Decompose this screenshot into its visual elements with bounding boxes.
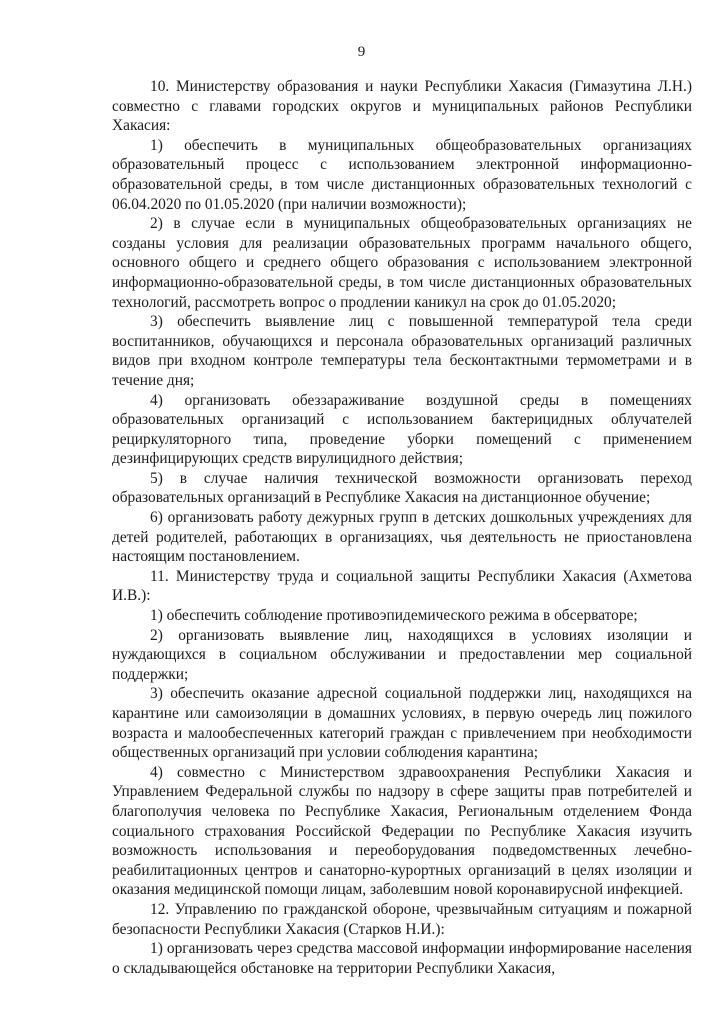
paragraph-12-item-1: 1) организовать через средства массовой информации информирование населения о складывающейся обстановке на территории Республики Хакасия,	[112, 940, 692, 977]
paragraph-12-heading: 12. Управлению по гражданской обороне, чрезвычайным ситуациям и пожарной безопасности Республики Хакасия (Старков Н.И.):	[112, 900, 692, 938]
paragraph-11-item-2: 2) организовать выявление лиц, находящихся в условиях изоляции и нуждающихся в социальном обслуживании и предоставлении мер социальной поддержки;	[112, 626, 692, 683]
page-number: 9	[357, 44, 366, 60]
paragraph-10-item-4: 4) организовать обеззараживание воздушной среды в помещениях образовательных организаций с использованием бактерицидных облучателей рециркуляторного типа, проведение уборки помещений с применением дезинфицирующих средств вирулицидного действия;	[112, 391, 692, 468]
paragraph-11-item-4: 4) совместно с Министерством здравоохранения Республики Хакасия и Управлением Федеральной службы по надзору в сфере защиты прав потребителей и благополучия человека по Республике Хакасия, Региональным отделением Фонда социального страхования Российской Федерации по Республике Хакасия изучить возможность использования и переоборудования подведомственных лечебно-реабилитационных центров и санаторно-курортных организаций в целях изоляции и оказания медицинской помощи лицам, заболевшим новой коронавирусной инфекцией.	[112, 763, 692, 899]
paragraph-10-item-6: 6) организовать работу дежурных групп в детских дошкольных учреждениях для детей родителей, работающих в организациях, чья деятельность не приостановлена настоящим постановлением.	[112, 509, 692, 566]
paragraph-11-item-1: 1) обеспечить соблюдение противоэпидемического режима в обсерваторе;	[150, 607, 638, 625]
paragraph-10-item-2: 2) в случае если в муниципальных общеобразовательных организациях не созданы условия для реализации образовательных программ начального общего, основного общего и среднего общего образования с использованием электронной информационно-образовательной среды, в том числе дистанционных образовательных технологий, рассмотреть вопрос о продлении каникул на срок до 01.05.2020;	[112, 215, 692, 311]
paragraph-10-heading: 10. Министерству образования и науки Республики Хакасия (Гимазутина Л.Н.) совместно с главами городских округов и муниципальных районов Республики Хакасия:	[112, 78, 692, 135]
paragraph-11-heading: 11. Министерству труда и социальной защиты Республики Хакасия (Ахметова И.В.):	[112, 567, 692, 605]
paragraph-10-item-5: 5) в случае наличия технической возможности организовать переход образовательных организаций в Республике Хакасия на дистанционное обучение;	[112, 469, 692, 507]
document-body	[112, 77, 692, 978]
paragraph-10-item-1: 1) обеспечить в муниципальных общеобразовательных организациях образовательный процесс с использованием электронной информационно-образовательной среды, в том числе дистанционных образовательных технологий с 06.04.2020 по 01.05.2020 (при наличии возможности);	[112, 136, 692, 213]
paragraph-11-item-3: 3) обеспечить оказание адресной социальной поддержки лиц, находящихся на карантине или самоизоляции в домашних условиях, в первую очередь лиц пожилого возраста и малообеспеченных категорий граждан с привлечением при необходимости общественных организаций при условии соблюдения карантина;	[112, 685, 692, 762]
paragraph-10-item-3: 3) обеспечить выявление лиц с повышенной температурой тела среди воспитанников, обучающихся и персонала образовательных организаций различных видов при входном контроле температуры тела бесконтактными термометрами и в течение дня;	[112, 313, 692, 389]
